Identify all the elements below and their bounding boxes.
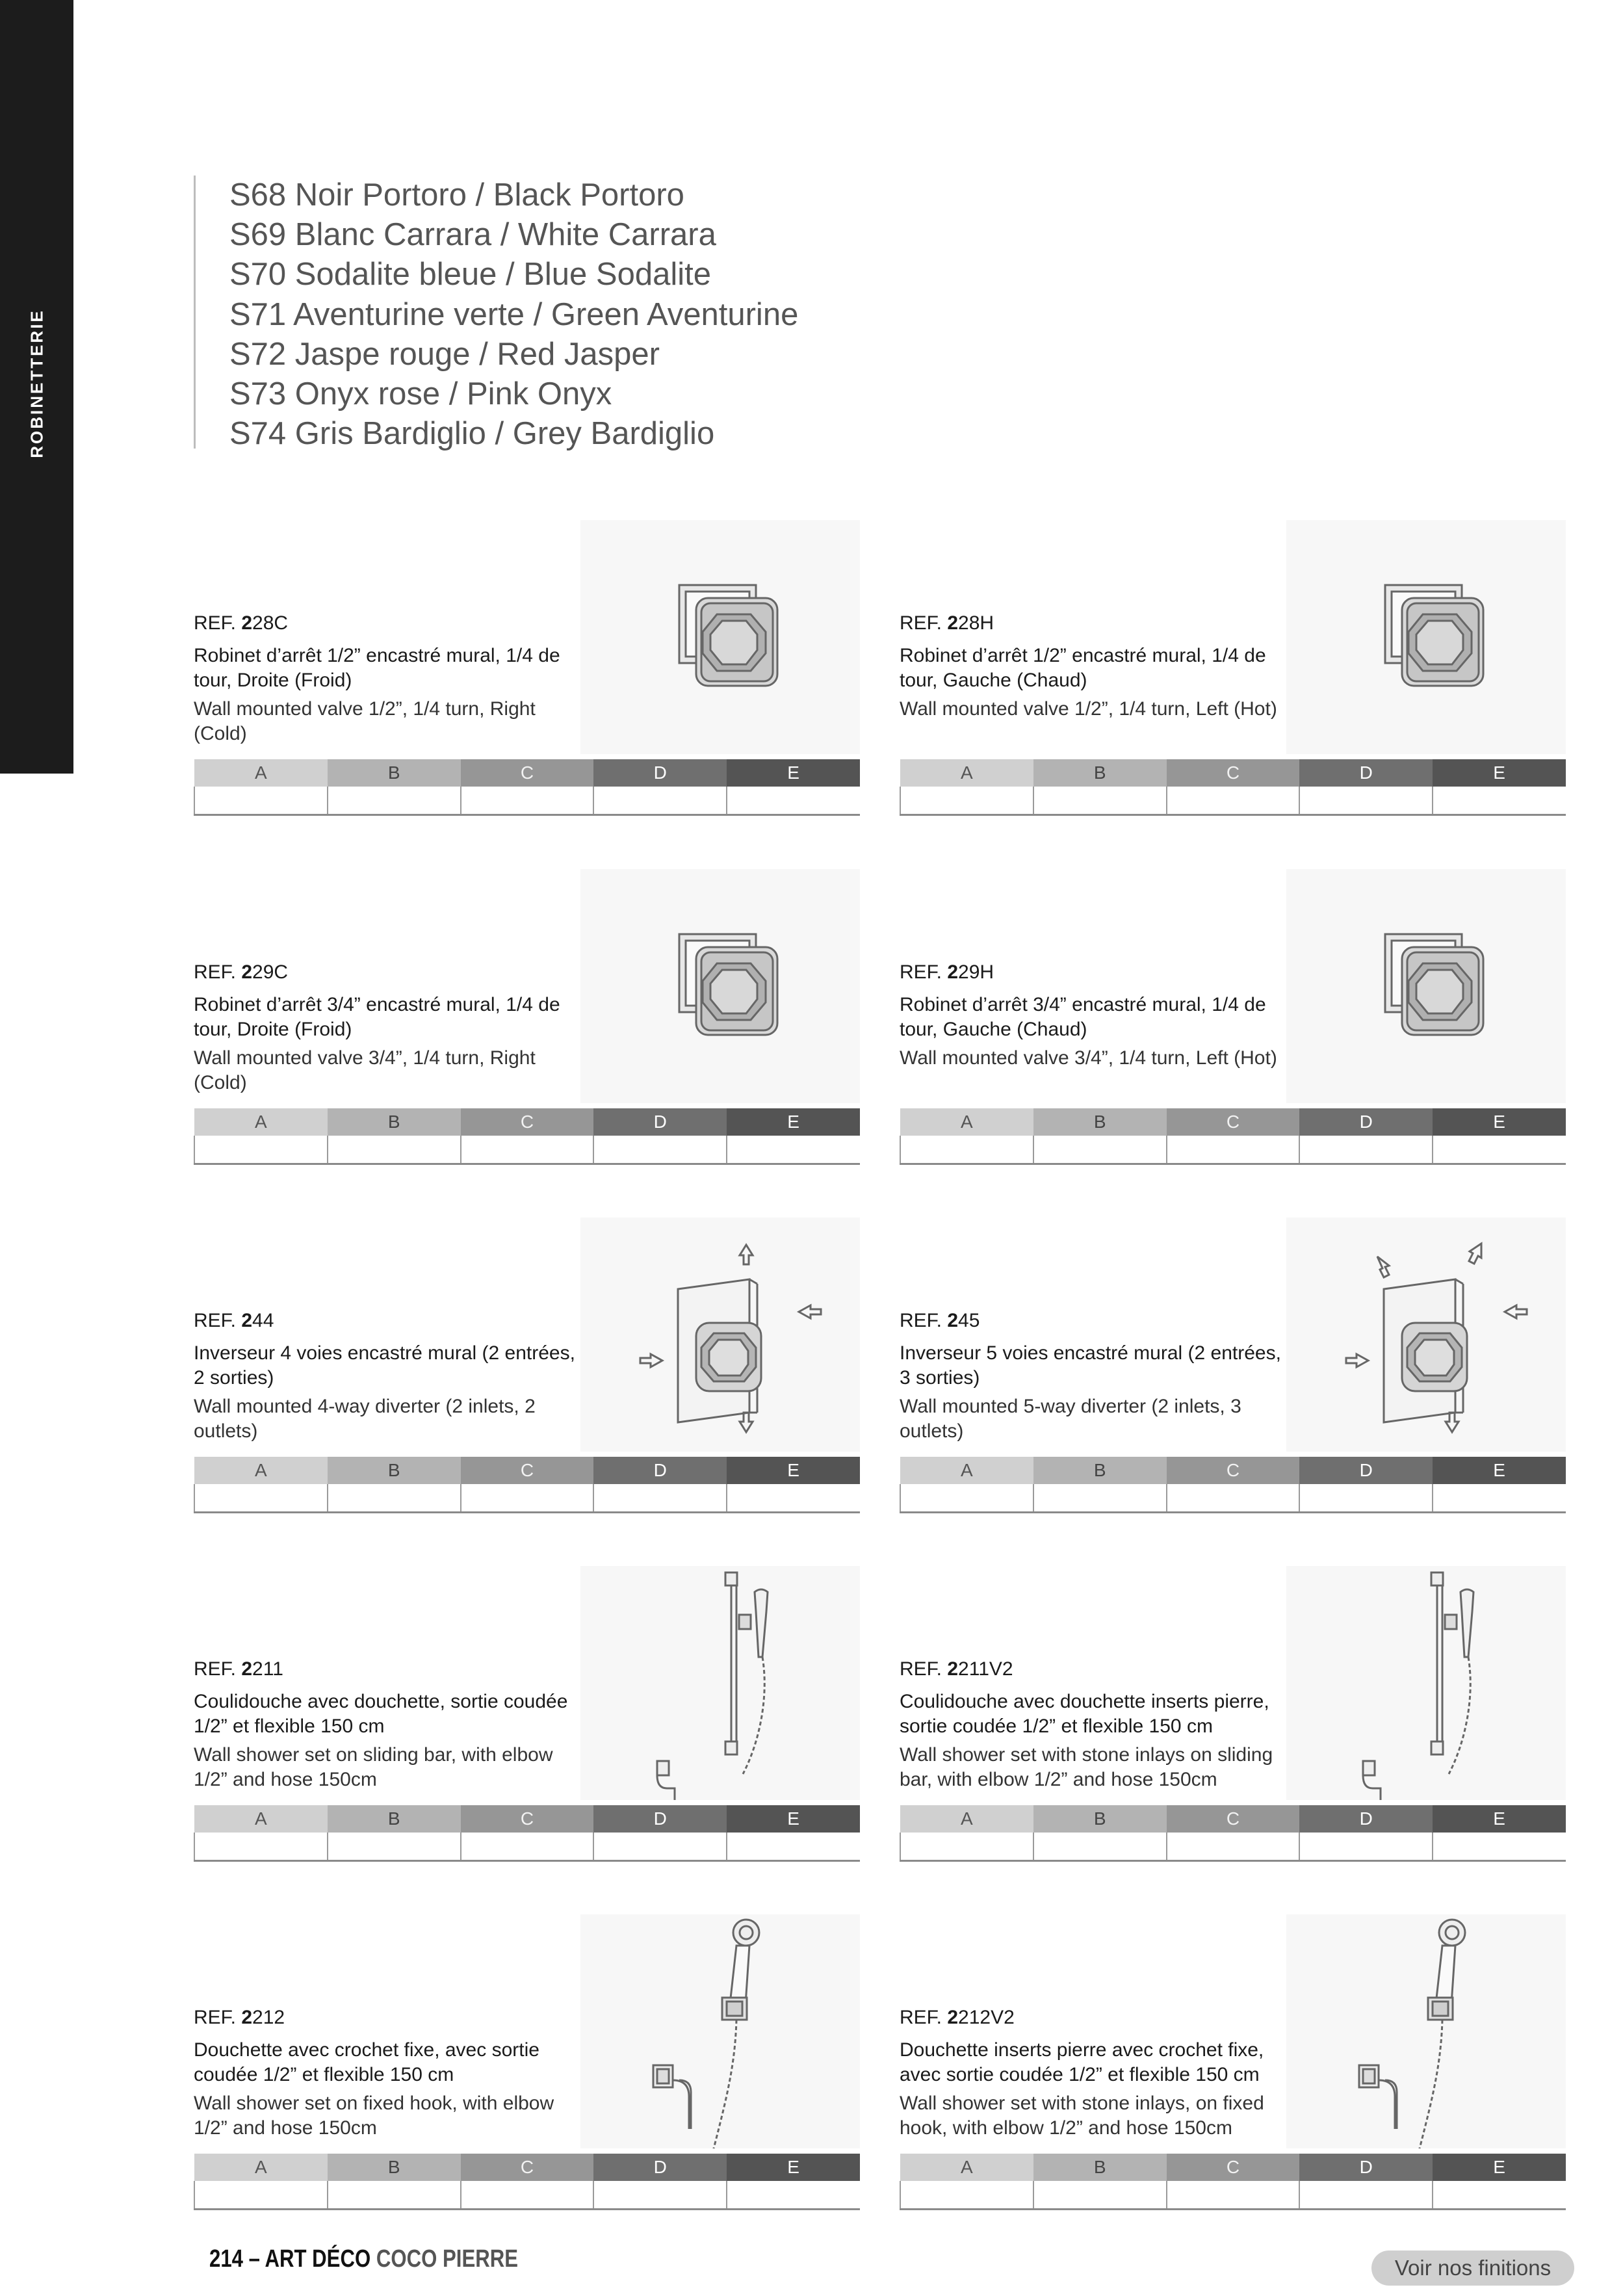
grade-price-c — [1167, 1833, 1300, 1861]
grade-price-c — [461, 1484, 594, 1513]
grade-header-e: E — [1433, 1457, 1566, 1484]
product-description-en: Wall mounted valve 1/2”, 1/4 turn, Left (Hot) — [900, 698, 1277, 720]
grade-price-d — [1299, 1136, 1433, 1164]
valve-icon — [580, 520, 860, 754]
ref-rest: 212 — [252, 2007, 285, 2028]
sliding-bar-icon — [1286, 1566, 1566, 1800]
grade-header-a: A — [900, 2154, 1033, 2181]
grade-price-a — [194, 1136, 328, 1164]
ref-prefix: REF. — [194, 1310, 242, 1331]
grade-price-a — [194, 1833, 328, 1861]
grade-header-b: B — [1033, 1457, 1167, 1484]
footer-page-label: 214 – ART DÉCO — [209, 2245, 376, 2273]
product-ref — [194, 2007, 285, 2029]
grade-price-e — [727, 1833, 860, 1861]
ref-rest: 212V2 — [958, 2007, 1015, 2028]
grade-price-a — [900, 1833, 1033, 1861]
grade-header-b: B — [328, 1457, 461, 1484]
grade-price-e — [1433, 1136, 1566, 1164]
grade-price-d — [593, 1833, 727, 1861]
grade-price-b — [1033, 2181, 1167, 2210]
ref-prefix: REF. — [900, 612, 948, 634]
product-description-fr: Inverseur 5 voies encastré mural (2 entrées, 3 sorties) — [900, 1342, 1281, 1389]
grade-price-b — [1033, 1833, 1167, 1861]
grade-price-e — [1433, 1833, 1566, 1861]
valve-icon — [1286, 520, 1566, 754]
product-ref — [194, 1310, 274, 1332]
grade-price-d — [1299, 1484, 1433, 1513]
ref-prefix: REF. — [194, 1658, 242, 1680]
finish-list — [194, 176, 1009, 452]
grade-price-a — [194, 2181, 328, 2210]
product-ref — [900, 2007, 1015, 2029]
grade-table — [900, 759, 1566, 816]
grade-header-a: A — [194, 1805, 328, 1833]
ref-prefix: REF. — [194, 612, 242, 634]
ref-prefix: REF. — [900, 1310, 948, 1331]
ref-bold: 2 — [947, 1310, 959, 1331]
grade-header-d: D — [1299, 1108, 1433, 1136]
grade-price-a — [900, 2181, 1033, 2210]
finish-item: S71 Aventurine verte / Green Aventurine — [229, 296, 799, 332]
product-card — [194, 520, 860, 819]
grade-header-d: D — [1299, 759, 1433, 787]
product-ref — [194, 612, 288, 634]
diverter-5-icon — [1286, 1218, 1566, 1452]
ref-bold: 2 — [947, 1658, 959, 1680]
grade-price-c — [461, 1833, 594, 1861]
ref-bold: 2 — [241, 961, 253, 983]
grade-header-c: C — [461, 1108, 594, 1136]
grade-header-c: C — [461, 1457, 594, 1484]
product-description-fr: Douchette inserts pierre avec crochet fixe, avec sortie coudée 1/2” et flexible 150 cm — [900, 2039, 1264, 2085]
footer-page-title — [209, 2245, 518, 2273]
product-description-en: Wall shower set on sliding bar, with elbow 1/2” and hose 150cm — [194, 1744, 553, 1790]
grade-header-e: E — [1433, 2154, 1566, 2181]
product-description-fr: Robinet d’arrêt 3/4” encastré mural, 1/4 de tour, Gauche (Chaud) — [900, 994, 1266, 1040]
product-ref — [900, 961, 994, 984]
grade-header-a: A — [194, 1108, 328, 1136]
grade-header-c: C — [1167, 1457, 1300, 1484]
product-description-fr: Robinet d’arrêt 1/2” encastré mural, 1/4 de tour, Gauche (Chaud) — [900, 645, 1266, 691]
product-description-en: Wall mounted valve 1/2”, 1/4 turn, Right (Cold) — [194, 698, 536, 744]
grade-price-b — [1033, 1484, 1167, 1513]
grade-header-a: A — [194, 759, 328, 787]
grade-price-b — [328, 1833, 461, 1861]
ref-prefix: REF. — [900, 961, 948, 983]
grade-price-c — [461, 1136, 594, 1164]
grade-header-d: D — [1299, 1457, 1433, 1484]
grade-table — [900, 1457, 1566, 1513]
grade-table — [194, 2154, 860, 2210]
hand-shower-icon — [1286, 1914, 1566, 2148]
grade-header-d: D — [1299, 1805, 1433, 1833]
grade-price-c — [461, 2181, 594, 2210]
product-description-fr: Douchette avec crochet fixe, avec sortie coudée 1/2” et flexible 150 cm — [194, 2039, 539, 2085]
grade-price-e — [727, 2181, 860, 2210]
grade-header-c: C — [1167, 1108, 1300, 1136]
ref-prefix: REF. — [194, 2007, 242, 2028]
product-description-en: Wall shower set with stone inlays on sliding bar, with elbow 1/2” and hose 150cm — [900, 1744, 1273, 1790]
grade-header-b: B — [328, 2154, 461, 2181]
grade-header-e: E — [727, 1457, 860, 1484]
grade-header-a: A — [900, 759, 1033, 787]
grade-header-b: B — [1033, 759, 1167, 787]
grade-header-b: B — [328, 1108, 461, 1136]
ref-bold: 2 — [947, 2007, 959, 2028]
grade-price-a — [900, 1484, 1033, 1513]
grade-header-d: D — [593, 1108, 727, 1136]
grade-header-e: E — [727, 1108, 860, 1136]
grade-header-e: E — [1433, 1108, 1566, 1136]
grade-price-e — [727, 1484, 860, 1513]
product-card — [900, 1566, 1566, 1865]
grade-table — [900, 1108, 1566, 1165]
product-description-fr: Coulidouche avec douchette inserts pierre, sortie coudée 1/2” et flexible 150 cm — [900, 1691, 1269, 1737]
ref-prefix: REF. — [194, 961, 242, 983]
product-card — [194, 1218, 860, 1517]
grade-price-d — [593, 787, 727, 815]
grade-price-b — [1033, 1136, 1167, 1164]
grade-header-a: A — [194, 2154, 328, 2181]
hand-shower-icon — [580, 1914, 860, 2148]
ref-prefix: REF. — [900, 1658, 948, 1680]
grade-header-a: A — [900, 1108, 1033, 1136]
grade-price-b — [328, 1484, 461, 1513]
grade-header-c: C — [1167, 759, 1300, 787]
ref-rest: 29C — [252, 961, 289, 983]
product-ref — [900, 1658, 1013, 1680]
grade-price-d — [593, 2181, 727, 2210]
product-ref — [900, 1310, 980, 1332]
grade-header-d: D — [1299, 2154, 1433, 2181]
product-card — [900, 520, 1566, 819]
finish-item: S69 Blanc Carrara / White Carrara — [229, 217, 716, 253]
footer-collection: COCO PIERRE — [376, 2245, 519, 2273]
grade-header-c: C — [461, 1805, 594, 1833]
ref-prefix: REF. — [900, 2007, 948, 2028]
grade-header-b: B — [328, 759, 461, 787]
product-card — [194, 1914, 860, 2213]
diverter-4-icon — [580, 1218, 860, 1452]
grade-header-a: A — [194, 1457, 328, 1484]
side-tab-label: ROBINETTERIE — [27, 309, 47, 458]
grade-header-e: E — [1433, 759, 1566, 787]
product-ref — [194, 1658, 283, 1680]
grade-header-b: B — [1033, 1805, 1167, 1833]
ref-bold: 2 — [241, 1310, 253, 1331]
view-finishes-button[interactable]: Voir nos finitions — [1371, 2250, 1574, 2286]
product-card — [900, 1914, 1566, 2213]
grade-table — [900, 2154, 1566, 2210]
grade-price-c — [1167, 787, 1300, 815]
grade-price-a — [900, 787, 1033, 815]
product-card — [900, 869, 1566, 1168]
product-description-fr: Coulidouche avec douchette, sortie coudée 1/2” et flexible 150 cm — [194, 1691, 568, 1737]
grade-price-c — [1167, 1484, 1300, 1513]
ref-bold: 2 — [947, 961, 959, 983]
product-description-en: Wall shower set with stone inlays, on fixed hook, with elbow 1/2” and hose 150cm — [900, 2093, 1264, 2139]
grade-header-b: B — [328, 1805, 461, 1833]
finish-item: S72 Jaspe rouge / Red Jasper — [229, 336, 660, 372]
product-description-fr: Inverseur 4 voies encastré mural (2 entrées, 2 sorties) — [194, 1342, 575, 1389]
ref-rest: 28H — [958, 612, 994, 634]
ref-bold: 2 — [241, 2007, 253, 2028]
grade-price-b — [328, 2181, 461, 2210]
grade-price-c — [1167, 1136, 1300, 1164]
product-card — [194, 1566, 860, 1865]
ref-bold: 2 — [241, 1658, 253, 1680]
grade-header-c: C — [1167, 1805, 1300, 1833]
product-card — [900, 1218, 1566, 1517]
product-description-en: Wall mounted valve 3/4”, 1/4 turn, Right (Cold) — [194, 1047, 536, 1093]
grade-header-d: D — [593, 1457, 727, 1484]
grade-header-c: C — [461, 759, 594, 787]
ref-rest: 29H — [958, 961, 994, 983]
ref-rest: 211V2 — [958, 1658, 1013, 1680]
finish-item: S68 Noir Portoro / Black Portoro — [229, 177, 684, 213]
grade-price-d — [593, 1136, 727, 1164]
grade-price-e — [1433, 1484, 1566, 1513]
sliding-bar-icon — [580, 1566, 860, 1800]
grade-price-b — [328, 787, 461, 815]
grade-price-c — [461, 787, 594, 815]
grade-table — [194, 1108, 860, 1165]
ref-rest: 28C — [252, 612, 289, 634]
ref-bold: 2 — [947, 612, 959, 634]
product-description-en: Wall mounted 4-way diverter (2 inlets, 2 outlets) — [194, 1396, 536, 1442]
grade-header-b: B — [1033, 1108, 1167, 1136]
valve-icon — [1286, 869, 1566, 1103]
grade-price-c — [1167, 2181, 1300, 2210]
grade-table — [194, 1457, 860, 1513]
grade-table — [194, 1805, 860, 1862]
grade-price-a — [900, 1136, 1033, 1164]
product-description-fr: Robinet d’arrêt 1/2” encastré mural, 1/4 de tour, Droite (Froid) — [194, 645, 560, 691]
grade-price-a — [194, 787, 328, 815]
ref-rest: 44 — [252, 1310, 274, 1331]
ref-bold: 2 — [241, 612, 253, 634]
grade-price-d — [1299, 2181, 1433, 2210]
product-description-en: Wall mounted valve 3/4”, 1/4 turn, Left (Hot) — [900, 1047, 1277, 1069]
grade-header-a: A — [900, 1805, 1033, 1833]
grade-price-b — [1033, 787, 1167, 815]
grade-price-e — [727, 787, 860, 815]
grade-price-d — [593, 1484, 727, 1513]
valve-icon — [580, 869, 860, 1103]
finish-item: S73 Onyx rose / Pink Onyx — [229, 376, 612, 412]
grade-header-c: C — [1167, 2154, 1300, 2181]
grade-header-e: E — [727, 759, 860, 787]
product-ref — [194, 961, 288, 984]
grade-header-e: E — [1433, 1805, 1566, 1833]
product-description-fr: Robinet d’arrêt 3/4” encastré mural, 1/4 de tour, Droite (Froid) — [194, 994, 560, 1040]
grade-price-b — [328, 1136, 461, 1164]
product-card — [194, 869, 860, 1168]
grade-price-d — [1299, 1833, 1433, 1861]
grade-price-d — [1299, 787, 1433, 815]
product-ref — [900, 612, 994, 634]
product-description-en: Wall shower set on fixed hook, with elbow 1/2” and hose 150cm — [194, 2093, 554, 2139]
grade-header-a: A — [900, 1457, 1033, 1484]
side-tab — [0, 0, 73, 774]
grade-header-d: D — [593, 2154, 727, 2181]
finish-item: S74 Gris Bardiglio / Grey Bardiglio — [229, 416, 715, 452]
grade-header-d: D — [593, 1805, 727, 1833]
grade-table — [194, 759, 860, 816]
grade-header-e: E — [727, 1805, 860, 1833]
grade-header-c: C — [461, 2154, 594, 2181]
grade-price-a — [194, 1484, 328, 1513]
grade-table — [900, 1805, 1566, 1862]
grade-price-e — [727, 1136, 860, 1164]
grade-header-e: E — [727, 2154, 860, 2181]
finish-item: S70 Sodalite bleue / Blue Sodalite — [229, 257, 711, 293]
grade-price-e — [1433, 2181, 1566, 2210]
ref-rest: 211 — [252, 1658, 283, 1680]
product-description-en: Wall mounted 5-way diverter (2 inlets, 3 outlets) — [900, 1396, 1241, 1442]
grade-header-d: D — [593, 759, 727, 787]
grade-price-e — [1433, 787, 1566, 815]
grade-header-b: B — [1033, 2154, 1167, 2181]
ref-rest: 45 — [958, 1310, 980, 1331]
